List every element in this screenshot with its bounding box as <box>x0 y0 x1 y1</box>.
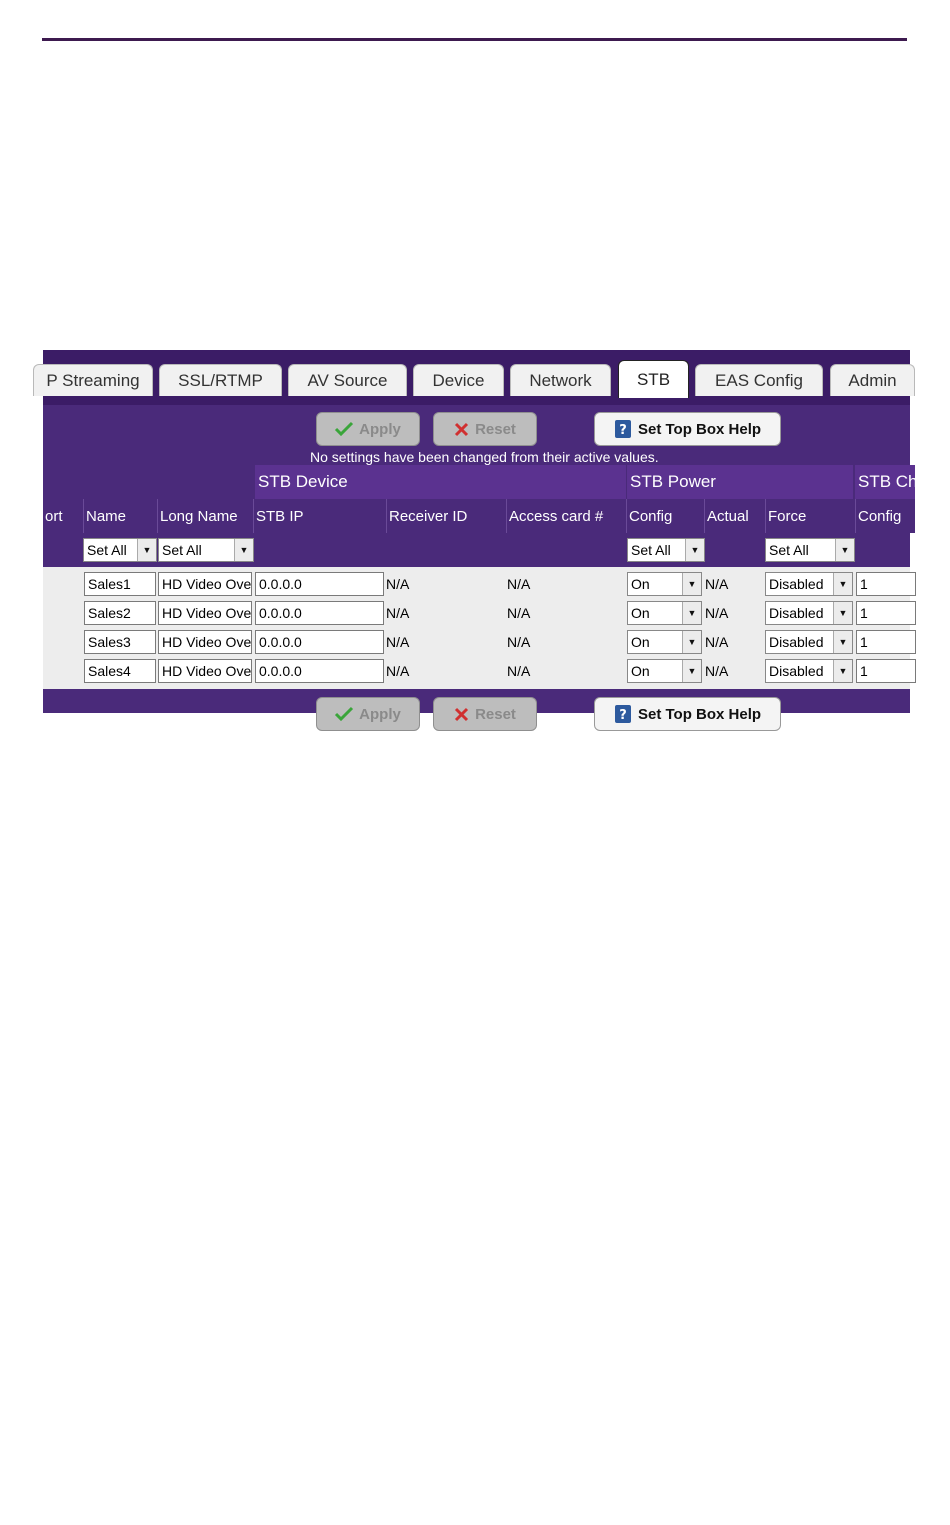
chevron-down-icon: ▼ <box>682 631 701 653</box>
long-name-field[interactable]: HD Video Ove <box>158 601 252 625</box>
access-card-value: N/A <box>507 605 531 621</box>
chevron-down-icon: ▼ <box>682 660 701 682</box>
group-stb-channel: STB Ch <box>855 465 915 499</box>
col-name: Name <box>83 499 157 533</box>
apply-label: Apply <box>359 420 401 438</box>
chevron-down-icon: ▼ <box>833 631 852 653</box>
bottom-toolbar <box>43 689 910 723</box>
chevron-down-icon: ▼ <box>835 539 854 561</box>
stb-panel <box>43 405 918 723</box>
long-name-field[interactable]: HD Video Ove <box>158 659 252 683</box>
col-port: ort <box>43 499 83 533</box>
power-force-value: Disabled <box>769 634 824 650</box>
set-all-force-value: Set All <box>769 542 809 558</box>
set-top-box-help-button[interactable] <box>594 412 781 446</box>
check-icon <box>335 707 353 721</box>
col-long-name: Long Name <box>157 499 253 533</box>
tab-ip-streaming[interactable]: P Streaming <box>33 364 153 396</box>
reset-label: Reset <box>475 420 516 438</box>
channel-config-field[interactable]: 1 <box>856 630 916 654</box>
name-field[interactable]: Sales2 <box>84 601 156 625</box>
channel-config-field[interactable]: 1 <box>856 659 916 683</box>
chevron-down-icon: ▼ <box>137 539 156 561</box>
bottom-apply-button[interactable] <box>316 697 420 731</box>
tab-ssl-rtmp[interactable]: SSL/RTMP <box>159 364 282 396</box>
chevron-down-icon: ▼ <box>234 539 253 561</box>
group-stb-device: STB Device <box>255 465 626 499</box>
table-row <box>43 598 910 627</box>
power-config-value: On <box>631 634 650 650</box>
reset-button[interactable] <box>433 412 537 446</box>
svg-text:?: ? <box>619 708 627 723</box>
set-all-power-config-value: Set All <box>631 542 671 558</box>
page-top-rule <box>42 38 907 41</box>
receiver-id-value: N/A <box>386 605 410 621</box>
check-icon <box>335 422 353 436</box>
power-actual-value: N/A <box>705 576 729 592</box>
chevron-down-icon: ▼ <box>682 573 701 595</box>
tab-device[interactable]: Device <box>413 364 504 396</box>
set-all-long-name-select[interactable] <box>158 538 254 562</box>
stb-table-body <box>43 567 910 689</box>
power-force-select[interactable] <box>765 572 853 596</box>
col-stb-ip: STB IP <box>253 499 386 533</box>
power-config-select[interactable] <box>627 601 702 625</box>
channel-config-field[interactable]: 1 <box>856 601 916 625</box>
question-icon <box>614 704 632 724</box>
set-all-row <box>43 533 910 567</box>
power-force-select[interactable] <box>765 659 853 683</box>
access-card-value: N/A <box>507 634 531 650</box>
stb-settings-screenshot <box>43 350 918 723</box>
tab-admin[interactable]: Admin <box>830 364 915 396</box>
set-all-force-select[interactable] <box>765 538 855 562</box>
col-access-card: Access card # <box>506 499 626 533</box>
power-config-select[interactable] <box>627 659 702 683</box>
set-all-name-select[interactable] <box>83 538 157 562</box>
channel-config-field[interactable]: 1 <box>856 572 916 596</box>
name-field[interactable]: Sales1 <box>84 572 156 596</box>
chevron-down-icon: ▼ <box>685 539 704 561</box>
tab-stb[interactable]: STB <box>618 360 689 398</box>
receiver-id-value: N/A <box>386 663 410 679</box>
stb-ip-field[interactable]: 0.0.0.0 <box>255 601 384 625</box>
svg-text:?: ? <box>619 423 627 438</box>
table-row <box>43 569 910 598</box>
receiver-id-value: N/A <box>386 634 410 650</box>
col-channel-config: Config <box>855 499 915 533</box>
name-field[interactable]: Sales4 <box>84 659 156 683</box>
x-icon <box>454 422 469 437</box>
long-name-field[interactable]: HD Video Ove <box>158 572 252 596</box>
stb-ip-field[interactable]: 0.0.0.0 <box>255 659 384 683</box>
question-icon <box>614 419 632 439</box>
power-force-select[interactable] <box>765 601 853 625</box>
power-config-select[interactable] <box>627 572 702 596</box>
chevron-down-icon: ▼ <box>833 573 852 595</box>
help-label: Set Top Box Help <box>637 420 762 438</box>
receiver-id-value: N/A <box>386 576 410 592</box>
power-actual-value: N/A <box>705 663 729 679</box>
col-receiver-id: Receiver ID <box>386 499 506 533</box>
tab-eas-config[interactable]: EAS Config <box>695 364 823 396</box>
name-field[interactable]: Sales3 <box>84 630 156 654</box>
table-row <box>43 656 910 685</box>
power-actual-value: N/A <box>705 605 729 621</box>
set-all-long-name-value: Set All <box>162 542 202 558</box>
power-config-value: On <box>631 576 650 592</box>
bottom-set-top-box-help-button[interactable] <box>594 697 781 731</box>
long-name-field[interactable]: HD Video Ove <box>158 630 252 654</box>
power-actual-value: N/A <box>705 634 729 650</box>
tab-av-source[interactable]: AV Source <box>288 364 407 396</box>
tab-network[interactable]: Network <box>510 364 611 396</box>
bottom-reset-button[interactable] <box>433 697 537 731</box>
chevron-down-icon: ▼ <box>833 602 852 624</box>
power-config-select[interactable] <box>627 630 702 654</box>
bottom-reset-label: Reset <box>475 705 516 723</box>
bottom-help-label: Set Top Box Help <box>637 705 762 723</box>
power-force-value: Disabled <box>769 605 824 621</box>
power-force-value: Disabled <box>769 576 824 592</box>
chevron-down-icon: ▼ <box>833 660 852 682</box>
access-card-value: N/A <box>507 576 531 592</box>
power-force-value: Disabled <box>769 663 824 679</box>
power-config-value: On <box>631 605 650 621</box>
tab-strip <box>43 350 910 406</box>
apply-button[interactable] <box>316 412 420 446</box>
group-stb-power: STB Power <box>627 465 853 499</box>
chevron-down-icon: ▼ <box>682 602 701 624</box>
col-power-actual: Actual <box>704 499 765 533</box>
stb-ip-field[interactable]: 0.0.0.0 <box>255 630 384 654</box>
set-all-power-config-select[interactable] <box>627 538 705 562</box>
access-card-value: N/A <box>507 663 531 679</box>
bottom-apply-label: Apply <box>359 705 401 723</box>
set-all-name-value: Set All <box>87 542 127 558</box>
power-force-select[interactable] <box>765 630 853 654</box>
power-config-value: On <box>631 663 650 679</box>
x-icon <box>454 707 469 722</box>
col-power-config: Config <box>626 499 704 533</box>
table-row <box>43 627 910 656</box>
col-power-force: Force <box>765 499 855 533</box>
stb-ip-field[interactable]: 0.0.0.0 <box>255 572 384 596</box>
status-message: No settings have been changed from their active values. <box>310 449 659 465</box>
